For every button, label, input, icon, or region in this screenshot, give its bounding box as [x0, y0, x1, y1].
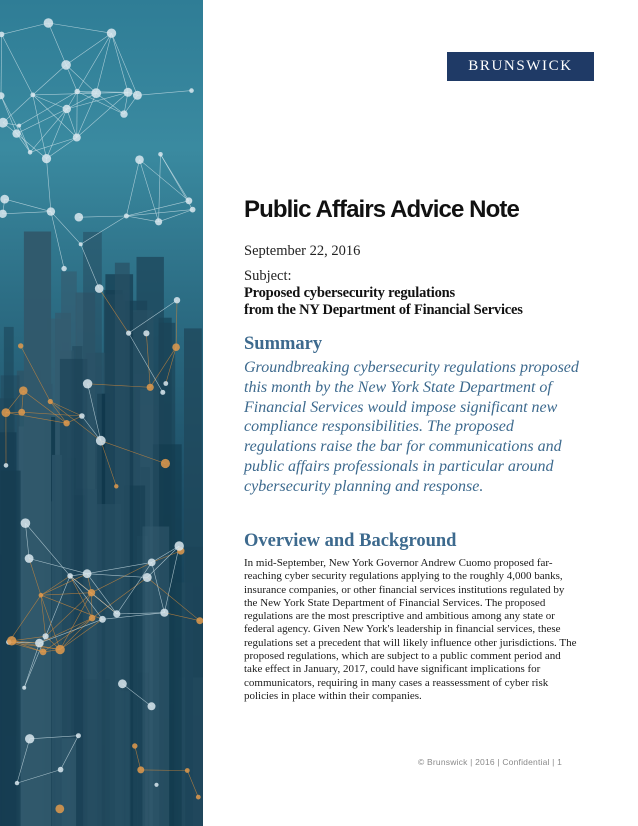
network-node [55, 645, 64, 654]
network-node [25, 734, 34, 743]
subject-line-1: Proposed cybersecurity regulations [244, 285, 455, 301]
network-node [7, 636, 16, 645]
network-node [43, 633, 49, 639]
network-node [96, 436, 106, 446]
network-node [175, 541, 184, 550]
cover-image-svg [0, 0, 203, 826]
network-node [189, 88, 194, 93]
network-node [163, 381, 168, 386]
building-shape [60, 738, 76, 826]
network-node [185, 768, 190, 773]
network-node [118, 679, 127, 688]
network-node [124, 214, 129, 219]
network-node [61, 266, 66, 271]
network-node [18, 343, 23, 348]
network-node [30, 93, 35, 98]
network-node [63, 105, 71, 113]
network-node [39, 593, 44, 598]
network-node [79, 413, 85, 419]
network-node [83, 569, 92, 578]
network-node [75, 213, 84, 222]
network-node [114, 484, 118, 488]
network-node [147, 384, 154, 391]
network-node [135, 155, 144, 164]
logo-text: BRUNSWICK [468, 58, 573, 74]
network-node [148, 559, 156, 567]
network-node [124, 88, 133, 97]
building-shape [115, 263, 130, 826]
summary-paragraph: Groundbreaking cybersecurity regulations proposed this month by the New York State Department of Financial Services would impose significant new compliance responsibilities. The proposed regulations raise the bar for communications and public affairs professionals in particular around cybersecurity planning and response. [244, 359, 579, 495]
brunswick-logo [447, 52, 594, 81]
overview-paragraph: In mid-September, New York Governor Andrew Cuomo proposed far-reaching cyber security regulations applying to the roughly 4,000 banks, insurance companies, or other financial services institutions regulated by the New York State Department of Financial Services. The proposed regulations are the most prescriptive and ambitious among any state or federal agency. Given New York's leadership in financial services, these regulations set a precedent that will likely influence other jurisdictions. The proposed regulations, which are subject to a public comment period and take effect in January, 2017, could have significant implications for communicators, requiring in many cases a reassessment of cyber risk policies in place within their companies. [244, 557, 577, 702]
network-node [17, 124, 21, 128]
network-node [132, 743, 137, 748]
network-node [40, 649, 47, 656]
network-node [107, 29, 116, 38]
network-node [47, 207, 55, 215]
building-shape [185, 547, 203, 826]
network-node [67, 573, 73, 579]
network-node [2, 408, 11, 417]
building-shape [143, 527, 170, 826]
document-date: September 22, 2016 [244, 243, 361, 259]
network-node [143, 573, 152, 582]
network-node [99, 616, 106, 623]
network-node [158, 152, 163, 157]
building-shape [1, 471, 21, 826]
network-node [19, 386, 28, 395]
network-node [79, 242, 83, 246]
network-node [113, 610, 120, 617]
subject-line-2: from the NY Department of Financial Services [244, 302, 523, 318]
cover-image-city-network [0, 0, 203, 826]
network-node [21, 518, 31, 528]
network-node [172, 343, 180, 351]
network-node [91, 88, 101, 98]
network-node [75, 89, 80, 94]
network-node [35, 639, 44, 648]
network-node [89, 615, 96, 622]
network-node [154, 783, 158, 787]
network-node [190, 207, 196, 213]
network-node [73, 134, 81, 142]
network-node [44, 18, 54, 28]
network-node [120, 110, 127, 117]
network-node [18, 409, 25, 416]
subject-text [244, 285, 523, 319]
network-node [15, 781, 19, 785]
network-node [155, 218, 162, 225]
network-node [160, 390, 165, 395]
network-node [55, 805, 64, 814]
network-node [42, 154, 51, 163]
network-node [137, 766, 144, 773]
subject-label: Subject: [244, 268, 292, 284]
network-node [143, 330, 149, 336]
network-node [58, 767, 64, 773]
network-node [133, 91, 142, 100]
network-node [95, 284, 104, 293]
network-node [161, 459, 170, 468]
network-node [196, 617, 203, 624]
summary-heading: Summary [244, 334, 323, 354]
network-node [48, 399, 53, 404]
page-footer: © Brunswick | 2016 | Confidential | 1 [418, 757, 563, 767]
network-node [25, 554, 34, 563]
page-title: Public Affairs Advice Note [244, 196, 519, 223]
network-node [4, 463, 9, 468]
building-shape [83, 232, 102, 826]
network-node [196, 795, 201, 800]
network-node [12, 129, 20, 137]
network-node [88, 589, 95, 596]
network-node [83, 379, 92, 388]
network-node [186, 197, 193, 204]
network-node [28, 150, 33, 155]
network-node [22, 686, 26, 690]
network-node [160, 609, 168, 617]
overview-heading: Overview and Background [244, 531, 457, 551]
network-node [61, 60, 71, 70]
network-node [148, 702, 156, 710]
network-node [174, 297, 180, 303]
network-node [126, 331, 131, 336]
network-node [76, 733, 81, 738]
network-node [63, 420, 69, 426]
network-node [0, 195, 9, 204]
